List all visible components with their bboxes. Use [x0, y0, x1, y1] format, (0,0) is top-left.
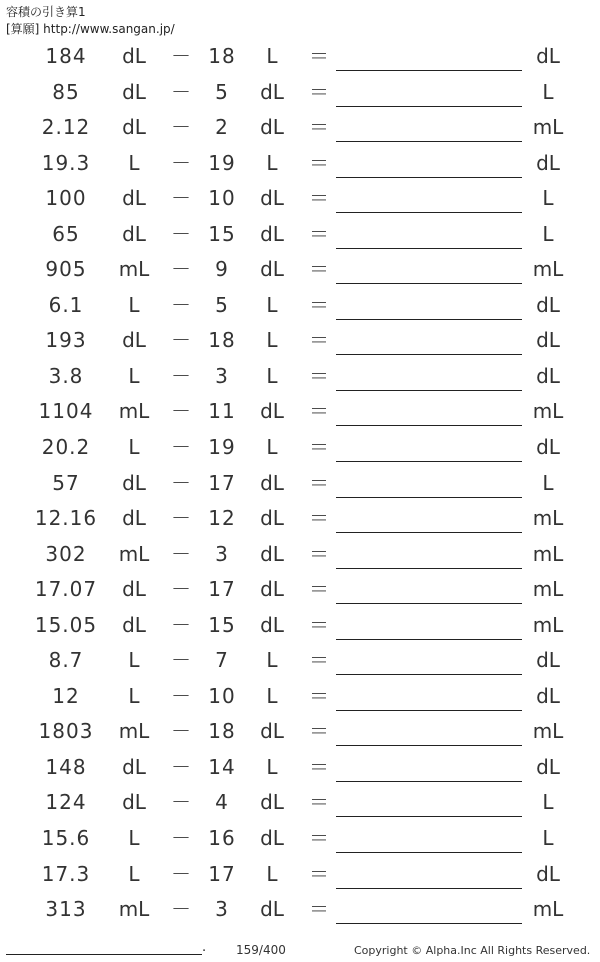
answer-unit: dL [536, 363, 560, 388]
minuend-value: 12.16 [34, 506, 98, 531]
subtrahend-value: 15 [208, 221, 236, 246]
answer-blank[interactable] [336, 177, 522, 178]
problem-row [0, 678, 600, 714]
minuend-unit: mL [118, 541, 150, 566]
subtrahend-unit: dL [260, 257, 284, 282]
answer-blank[interactable] [336, 425, 522, 426]
minus-sign: － [171, 754, 191, 779]
minuend-value: 12 [52, 683, 80, 708]
answer-blank[interactable] [336, 603, 522, 604]
answer-blank[interactable] [336, 390, 522, 391]
subtrahend-unit: L [266, 328, 278, 353]
minuend-unit: L [128, 683, 140, 708]
minus-sign: － [171, 790, 191, 815]
answer-blank[interactable] [336, 248, 522, 249]
minuend-unit: L [128, 435, 140, 460]
problem-row [0, 38, 600, 74]
problem-row [0, 465, 600, 501]
answer-blank[interactable] [336, 923, 522, 924]
subtrahend-unit: dL [260, 719, 284, 744]
minuend-unit: dL [122, 115, 146, 140]
subtrahend-value: 18 [208, 719, 236, 744]
problem-row [0, 571, 600, 607]
minuend-value: 124 [45, 790, 87, 815]
equals-sign: ＝ [309, 399, 329, 424]
equals-sign: ＝ [309, 861, 329, 886]
answer-blank[interactable] [336, 568, 522, 569]
answer-blank[interactable] [336, 710, 522, 711]
subtrahend-unit: dL [260, 470, 284, 495]
answer-unit: mL [532, 115, 564, 140]
problem-row [0, 784, 600, 820]
problem-row [0, 500, 600, 536]
minus-sign: － [171, 79, 191, 104]
subtrahend-unit: dL [260, 577, 284, 602]
minus-sign: － [171, 506, 191, 531]
answer-blank[interactable] [336, 283, 522, 284]
minuend-value: 193 [45, 328, 87, 353]
answer-unit: mL [532, 897, 564, 922]
subtrahend-unit: L [266, 861, 278, 886]
problem-row [0, 109, 600, 145]
footer-dot: . [202, 940, 207, 955]
answer-unit: dL [536, 435, 560, 460]
problem-row [0, 180, 600, 216]
minuend-unit: L [128, 363, 140, 388]
answer-blank[interactable] [336, 354, 522, 355]
minus-sign: － [171, 363, 191, 388]
problem-row [0, 251, 600, 287]
minus-sign: － [171, 257, 191, 282]
minuend-unit: dL [122, 577, 146, 602]
equals-sign: ＝ [309, 754, 329, 779]
answer-blank[interactable] [336, 745, 522, 746]
answer-unit: L [542, 790, 554, 815]
minuend-value: 148 [45, 754, 87, 779]
minuend-value: 17.3 [41, 861, 91, 886]
answer-blank[interactable] [336, 816, 522, 817]
minuend-value: 6.1 [48, 292, 84, 317]
minuend-value: 85 [52, 79, 80, 104]
answer-blank[interactable] [336, 141, 522, 142]
equals-sign: ＝ [309, 328, 329, 353]
problem-row [0, 322, 600, 358]
answer-unit: mL [532, 541, 564, 566]
subtrahend-value: 17 [208, 577, 236, 602]
equals-sign: ＝ [309, 719, 329, 744]
subtrahend-value: 5 [215, 292, 229, 317]
minuend-unit: L [128, 648, 140, 673]
subtrahend-unit: dL [260, 186, 284, 211]
minus-sign: － [171, 470, 191, 495]
minuend-value: 1803 [38, 719, 94, 744]
minuend-unit: dL [122, 328, 146, 353]
subtrahend-value: 3 [215, 541, 229, 566]
minuend-value: 15.05 [34, 612, 98, 637]
minus-sign: － [171, 577, 191, 602]
subtrahend-value: 10 [208, 186, 236, 211]
problem-row [0, 287, 600, 323]
subtrahend-unit: L [266, 754, 278, 779]
subtrahend-value: 19 [208, 435, 236, 460]
answer-unit: mL [532, 612, 564, 637]
subtrahend-unit: dL [260, 79, 284, 104]
subtrahend-unit: dL [260, 221, 284, 246]
answer-blank[interactable] [336, 319, 522, 320]
subtrahend-value: 5 [215, 79, 229, 104]
subtrahend-value: 2 [215, 115, 229, 140]
minuend-unit: dL [122, 186, 146, 211]
subtrahend-value: 9 [215, 257, 229, 282]
source-url: [算願] http://www.sangan.jp/ [6, 22, 175, 36]
subtrahend-unit: L [266, 648, 278, 673]
minuend-unit: dL [122, 44, 146, 68]
page-number: 159/400 [236, 943, 286, 957]
minus-sign: － [171, 435, 191, 460]
equals-sign: ＝ [309, 683, 329, 708]
answer-unit: mL [532, 257, 564, 282]
copyright-text: Copyright © Alpha.Inc All Rights Reserved. [354, 944, 591, 957]
problem-row [0, 891, 600, 927]
answer-unit: L [542, 470, 554, 495]
minuend-value: 17.07 [34, 577, 98, 602]
problem-row [0, 74, 600, 110]
worksheet-header [6, 4, 175, 38]
equals-sign: ＝ [309, 115, 329, 140]
answer-blank[interactable] [336, 70, 522, 71]
minuend-value: 3.8 [48, 363, 84, 388]
answer-blank[interactable] [336, 532, 522, 533]
minuend-unit: dL [122, 506, 146, 531]
problem-row [0, 393, 600, 429]
equals-sign: ＝ [309, 897, 329, 922]
answer-blank[interactable] [336, 461, 522, 462]
minus-sign: － [171, 186, 191, 211]
answer-unit: dL [536, 150, 560, 175]
equals-sign: ＝ [309, 292, 329, 317]
subtrahend-unit: L [266, 150, 278, 175]
answer-blank[interactable] [336, 639, 522, 640]
answer-unit: dL [536, 754, 560, 779]
minuend-unit: mL [118, 897, 150, 922]
subtrahend-value: 15 [208, 612, 236, 637]
problem-row [0, 429, 600, 465]
subtrahend-unit: L [266, 363, 278, 388]
subtrahend-value: 10 [208, 683, 236, 708]
answer-blank[interactable] [336, 497, 522, 498]
name-line[interactable] [6, 954, 202, 955]
answer-unit: dL [536, 861, 560, 886]
minus-sign: － [171, 648, 191, 673]
problem-row [0, 607, 600, 643]
subtrahend-value: 17 [208, 861, 236, 886]
answer-blank[interactable] [336, 852, 522, 853]
minuend-value: 57 [52, 470, 80, 495]
subtrahend-value: 3 [215, 897, 229, 922]
minus-sign: － [171, 719, 191, 744]
minuend-unit: dL [122, 790, 146, 815]
subtrahend-value: 18 [208, 328, 236, 353]
minuend-value: 8.7 [48, 648, 84, 673]
minus-sign: － [171, 150, 191, 175]
answer-unit: mL [532, 506, 564, 531]
minuend-value: 313 [45, 897, 87, 922]
minuend-value: 19.3 [41, 150, 91, 175]
equals-sign: ＝ [309, 790, 329, 815]
equals-sign: ＝ [309, 363, 329, 388]
problem-row [0, 642, 600, 678]
minuend-unit: mL [118, 399, 150, 424]
minuend-value: 302 [45, 541, 87, 566]
subtrahend-value: 11 [208, 399, 236, 424]
minus-sign: － [171, 292, 191, 317]
subtrahend-value: 3 [215, 363, 229, 388]
minuend-value: 100 [45, 186, 87, 211]
minuend-unit: mL [118, 719, 150, 744]
subtrahend-value: 7 [215, 648, 229, 673]
minus-sign: － [171, 399, 191, 424]
minuend-value: 905 [45, 257, 87, 282]
subtrahend-unit: dL [260, 506, 284, 531]
subtrahend-value: 19 [208, 150, 236, 175]
equals-sign: ＝ [309, 577, 329, 602]
minuend-value: 15.6 [41, 826, 91, 851]
minuend-unit: dL [122, 470, 146, 495]
answer-blank[interactable] [336, 888, 522, 889]
answer-unit: mL [532, 577, 564, 602]
equals-sign: ＝ [309, 435, 329, 460]
equals-sign: ＝ [309, 506, 329, 531]
worksheet-title: 容積の引き算1 [6, 5, 86, 19]
footer [0, 938, 600, 962]
subtrahend-value: 12 [208, 506, 236, 531]
equals-sign: ＝ [309, 612, 329, 637]
equals-sign: ＝ [309, 221, 329, 246]
subtrahend-unit: L [266, 683, 278, 708]
subtrahend-unit: dL [260, 612, 284, 637]
minuend-value: 1104 [38, 399, 94, 424]
answer-unit: L [542, 221, 554, 246]
equals-sign: ＝ [309, 826, 329, 851]
equals-sign: ＝ [309, 79, 329, 104]
answer-unit: dL [536, 683, 560, 708]
problem-row [0, 749, 600, 785]
answer-blank[interactable] [336, 106, 522, 107]
minuend-value: 184 [45, 44, 87, 68]
minuend-unit: mL [118, 257, 150, 282]
subtrahend-unit: dL [260, 897, 284, 922]
problem-list [0, 38, 600, 927]
subtrahend-unit: L [266, 435, 278, 460]
answer-unit: dL [536, 292, 560, 317]
subtrahend-value: 4 [215, 790, 229, 815]
minus-sign: － [171, 44, 191, 68]
equals-sign: ＝ [309, 44, 329, 68]
equals-sign: ＝ [309, 186, 329, 211]
subtrahend-unit: dL [260, 541, 284, 566]
subtrahend-value: 18 [208, 44, 236, 68]
subtrahend-value: 16 [208, 826, 236, 851]
problem-row [0, 216, 600, 252]
minus-sign: － [171, 861, 191, 886]
minuend-value: 65 [52, 221, 80, 246]
answer-blank[interactable] [336, 212, 522, 213]
minus-sign: － [171, 115, 191, 140]
equals-sign: ＝ [309, 541, 329, 566]
subtrahend-unit: dL [260, 790, 284, 815]
equals-sign: ＝ [309, 648, 329, 673]
subtrahend-unit: L [266, 44, 278, 68]
equals-sign: ＝ [309, 470, 329, 495]
answer-unit: L [542, 79, 554, 104]
answer-unit: dL [536, 44, 560, 68]
subtrahend-unit: L [266, 292, 278, 317]
problem-row [0, 536, 600, 572]
minuend-unit: dL [122, 221, 146, 246]
equals-sign: ＝ [309, 150, 329, 175]
answer-unit: mL [532, 399, 564, 424]
minuend-unit: L [128, 150, 140, 175]
minus-sign: － [171, 612, 191, 637]
minuend-unit: dL [122, 79, 146, 104]
minuend-value: 2.12 [41, 115, 91, 140]
minus-sign: － [171, 328, 191, 353]
answer-unit: dL [536, 328, 560, 353]
subtrahend-unit: dL [260, 826, 284, 851]
minuend-unit: dL [122, 754, 146, 779]
minus-sign: － [171, 826, 191, 851]
minuend-unit: L [128, 292, 140, 317]
answer-unit: L [542, 186, 554, 211]
minus-sign: － [171, 541, 191, 566]
problem-row [0, 145, 600, 181]
answer-blank[interactable] [336, 674, 522, 675]
answer-unit: mL [532, 719, 564, 744]
equals-sign: ＝ [309, 257, 329, 282]
minuend-unit: dL [122, 612, 146, 637]
subtrahend-value: 14 [208, 754, 236, 779]
problem-row [0, 820, 600, 856]
problem-row [0, 358, 600, 394]
minus-sign: － [171, 683, 191, 708]
answer-blank[interactable] [336, 781, 522, 782]
problem-row [0, 856, 600, 892]
minuend-value: 20.2 [41, 435, 91, 460]
answer-unit: dL [536, 648, 560, 673]
subtrahend-unit: dL [260, 115, 284, 140]
subtrahend-unit: dL [260, 399, 284, 424]
minuend-unit: L [128, 826, 140, 851]
answer-unit: L [542, 826, 554, 851]
minuend-unit: L [128, 861, 140, 886]
minus-sign: － [171, 221, 191, 246]
minus-sign: － [171, 897, 191, 922]
problem-row [0, 713, 600, 749]
subtrahend-value: 17 [208, 470, 236, 495]
